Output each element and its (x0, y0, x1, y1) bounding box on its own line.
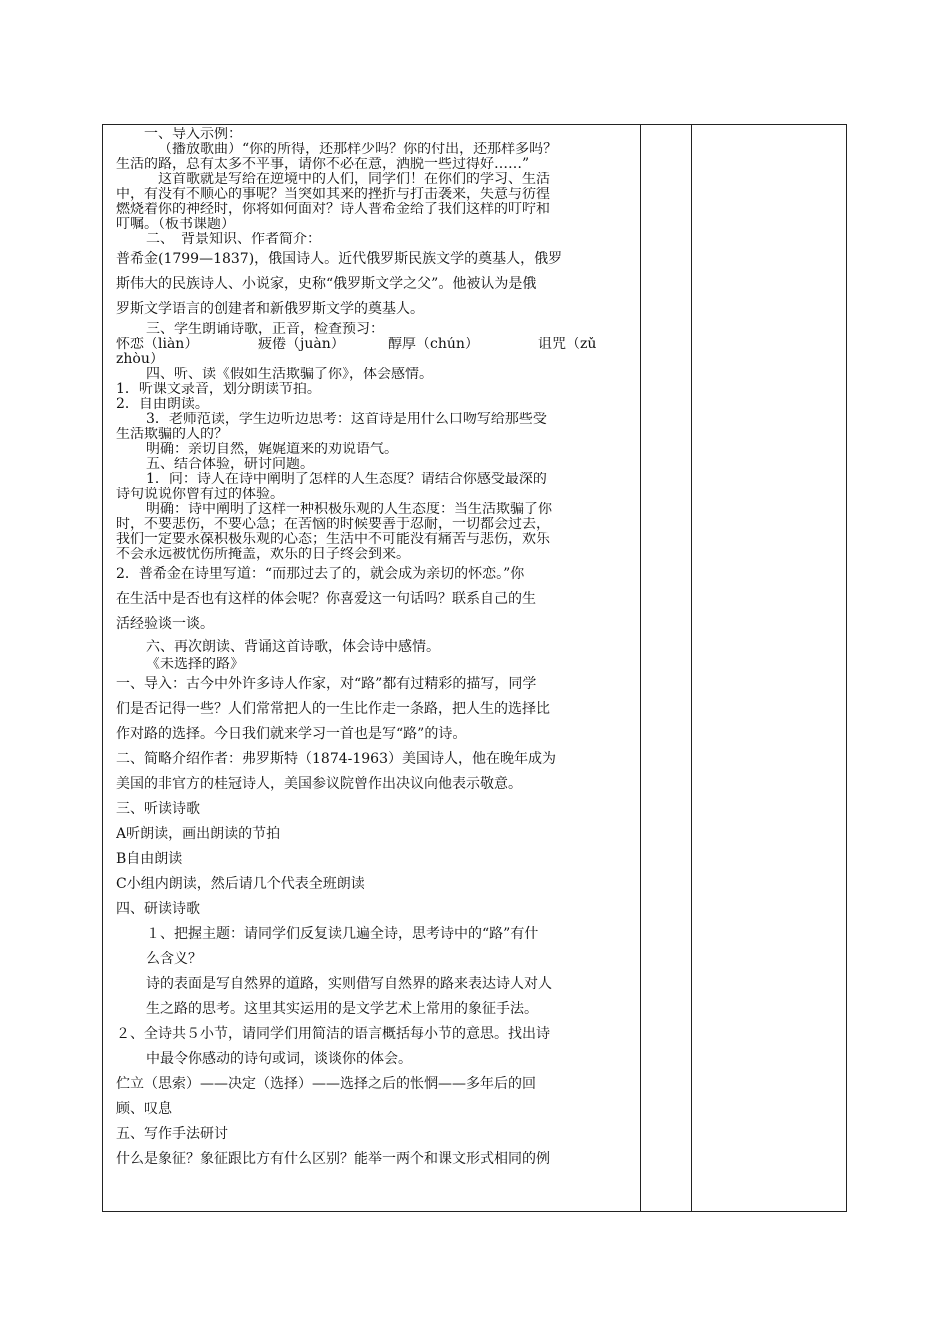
paragraph-line: 2．普希金在诗里写道：“而那过去了的，就会成为亲切的怀恋。”你 (116, 566, 525, 582)
paragraph-line: zhòu） (116, 352, 164, 367)
paragraph-line: 诗句说说你曾有过的体验。 (116, 487, 284, 502)
column-divider-2 (691, 125, 692, 1211)
paragraph-line: （播放歌曲）“你的所得，还那样少吗？你的付出，还那样多吗？ (158, 142, 558, 157)
paragraph-line: 普希金(1799—1837)，俄国诗人。近代俄罗斯民族文学的奠基人，俄罗 (116, 251, 563, 267)
section-heading: 四、听、读《假如生活欺骗了你》，体会感情。 (146, 367, 433, 382)
paragraph-line: 们是否记得一些？人们常常把人的一生比作走一条路，把人生的选择比 (116, 701, 550, 717)
section-heading: 三、听读诗歌 (116, 801, 200, 817)
paragraph-line: 罗斯文学语言的创建者和新俄罗斯文学的奠基人。 (116, 301, 424, 317)
paragraph-line: 作对路的选择。今日我们就来学习一首也是写“路”的诗。 (116, 726, 467, 742)
paragraph-line: 2．自由朗读。 (116, 397, 209, 412)
paragraph-line: 伫立（思索）——决定（选择）——选择之后的怅惘——多年后的回 (116, 1076, 536, 1092)
paragraph-line: 么含义？ (146, 951, 202, 967)
paragraph-line: 在生活中是否也有这样的体会呢？你喜爱这一句话吗？联系自己的生 (116, 591, 536, 607)
paragraph-line: 叮嘱。（板书课题） (116, 217, 235, 232)
section-heading: 五、写作手法研讨 (116, 1126, 228, 1142)
list-item: A听朗读，画出朗读的节拍 (116, 826, 281, 842)
lesson-content (116, 127, 636, 1172)
lesson-table (102, 124, 847, 1212)
paragraph-line: 1．问：诗人在诗中阐明了怎样的人生态度？请结合你感受最深的 (146, 472, 547, 487)
paragraph-line: 生之路的思考。这里其实运用的是文学艺术上常用的象征手法。 (146, 1001, 538, 1017)
paragraph-line: 1．听课文录音，划分朗读节拍。 (116, 382, 321, 397)
pinyin-word: 疲倦（juàn） (258, 337, 345, 352)
paragraph-line: 燃烧着你的神经时，你将如何面对？诗人普希金给了我们这样的叮咛和 (116, 202, 550, 217)
paragraph-line: 顾、叹息 (116, 1101, 172, 1117)
paragraph-line: 美国的非官方的桂冠诗人，美国参议院曾作出决议向他表示敬意。 (116, 776, 522, 792)
pinyin-word: 诅咒（zǔ (538, 337, 597, 352)
paragraph-line: 一、导入：古今中外许多诗人作家，对“路”都有过精彩的描写，同学 (116, 676, 537, 692)
paragraph-line: 这首歌就是写给在逆境中的人们，同学们！在你们的学习、生活 (158, 172, 550, 187)
list-item: C小组内朗读，然后请几个代表全班朗读 (116, 876, 365, 892)
pinyin-word: 醇厚（chún） (388, 337, 479, 352)
section-heading: 四、研读诗歌 (116, 901, 200, 917)
paragraph-line: 生活的路，总有太多不平事，请你不必在意，洒脱一些过得好……” (116, 157, 530, 172)
paragraph-line: 明确：诗中阐明了这样一种积极乐观的人生态度：当生活欺骗了你 (146, 502, 552, 517)
paragraph-line: 明确：亲切自然，娓娓道来的劝说语气。 (146, 442, 398, 457)
section-heading: 一、导入示例： (144, 127, 242, 142)
paragraph-line: １、把握主题：请同学们反复读几遍全诗，思考诗中的“路”有什 (146, 926, 539, 942)
section-heading: 五、结合体验，研讨问题。 (146, 457, 314, 472)
section-heading: 六、再次朗读、背诵这首诗歌，体会诗中感情。 (146, 639, 440, 655)
paragraph-line: 不会永远被忧伤所掩盖，欢乐的日子终会到来。 (116, 547, 410, 562)
section-heading: 三、学生朗诵诗歌，正音，检查预习： (146, 322, 384, 337)
paragraph-line: 什么是象征？象征跟比方有什么区别？能举一两个和课文形式相同的例 (116, 1151, 550, 1167)
list-item: B自由朗读 (116, 851, 183, 867)
paragraph-line: 斯伟大的民族诗人、小说家，史称“俄罗斯文学之父”。他被认为是俄 (116, 276, 537, 292)
pinyin-word: 怀恋（liàn） (116, 337, 199, 352)
paragraph-line: 我们一定要永葆积极乐观的心态；生活中不可能没有痛苦与悲伤，欢乐 (116, 532, 550, 547)
paragraph-line: 3．老师范读，学生边听边思考：这首诗是用什么口吻写给那些受 (146, 412, 547, 427)
paragraph-line: 活经验谈一谈。 (116, 616, 214, 632)
paragraph-line: ２、全诗共５小节，请同学们用简洁的语言概括每小节的意思。找出诗 (116, 1026, 550, 1042)
paragraph-line: 中，有没有不顺心的事呢？当突如其来的挫折与打击袭来，失意与彷徨 (116, 187, 550, 202)
section-heading: 二、 背景知识、作者简介： (146, 232, 321, 247)
pinyin-row (116, 337, 636, 352)
paragraph-line: 时，不要悲伤，不要心急；在苦恼的时候要善于忍耐，一切都会过去， (116, 517, 550, 532)
paragraph-line: 二、简略介绍作者：弗罗斯特（1874-1963）美国诗人，他在晚年成为 (116, 751, 556, 767)
paragraph-line: 诗的表面是写自然界的道路，实则借写自然界的路来表达诗人对人 (146, 976, 552, 992)
paragraph-line: 中最令你感动的诗句或词，谈谈你的体会。 (146, 1051, 412, 1067)
poem-title: 《未选择的路》 (146, 657, 244, 672)
paragraph-line: 生活欺骗的人的？ (116, 427, 228, 442)
column-divider-1 (640, 125, 641, 1211)
